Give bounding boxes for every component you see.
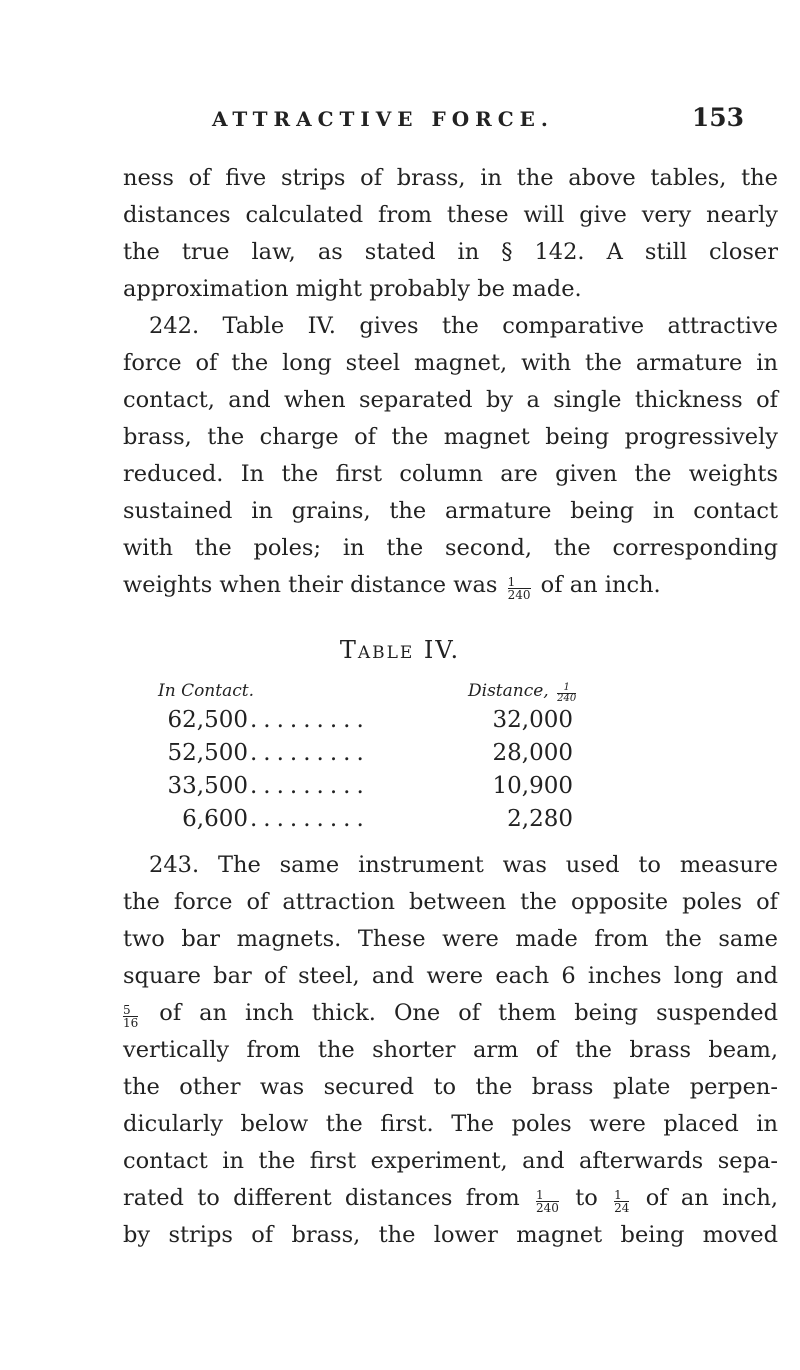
leader-dots: ......... bbox=[250, 806, 370, 832]
text-line: contact, and when separated by a single thickness of bbox=[123, 387, 778, 413]
text-line bbox=[123, 995, 778, 1032]
table-row bbox=[0, 773, 800, 806]
text-line: contact in the first experiment, and afterwards sepa- bbox=[123, 1148, 778, 1174]
leader-dots: ......... bbox=[250, 740, 370, 766]
leader-dots: ......... bbox=[250, 707, 370, 733]
column-header-distance bbox=[468, 681, 579, 704]
text-line: the other was secured to the brass plate perpen- bbox=[123, 1074, 778, 1100]
column-header-text: Distance, bbox=[468, 681, 549, 701]
cell-distance: 10,900 bbox=[492, 773, 573, 799]
running-title: ATTRACTIVE FORCE. bbox=[212, 107, 554, 131]
cell-contact: 52,500 bbox=[167, 740, 248, 766]
fraction-numerator: 5 bbox=[123, 1004, 138, 1017]
text-line: with the poles; in the second, the corresponding bbox=[123, 535, 778, 561]
body-text-bottom bbox=[123, 847, 778, 1254]
table-row bbox=[0, 806, 800, 839]
text-line: distances calculated from these will give very nearly bbox=[123, 202, 778, 228]
text-line: force of the long steel magnet, with the armature in bbox=[123, 350, 778, 376]
fraction bbox=[508, 576, 531, 601]
fraction-denominator: 240 bbox=[557, 693, 577, 704]
cell-distance: 2,280 bbox=[507, 806, 573, 832]
text-line bbox=[123, 567, 778, 604]
text-line: sustained in grains, the armature being in contact bbox=[123, 498, 778, 524]
text-fragment: rated to different distances from bbox=[123, 1185, 520, 1211]
text-line: the force of attraction between the opposite poles of bbox=[123, 889, 778, 915]
text-fragment: of an inch thick. One of them being suspended bbox=[159, 1000, 778, 1026]
text-line: reduced. In the first column are given the weights bbox=[123, 461, 778, 487]
text-line: 242. Table IV. gives the comparative attractive bbox=[149, 313, 778, 339]
text-fragment: of an inch, bbox=[645, 1185, 779, 1211]
page-header bbox=[0, 103, 800, 143]
cell-contact: 62,500 bbox=[167, 707, 248, 733]
text-line: the true law, as stated in § 142. A still closer bbox=[123, 239, 778, 265]
cell-contact: 6,600 bbox=[182, 806, 248, 832]
text-line bbox=[123, 1180, 778, 1217]
fraction-denominator: 16 bbox=[123, 1016, 139, 1030]
fraction bbox=[557, 683, 576, 704]
fraction bbox=[123, 1004, 138, 1029]
table-row bbox=[0, 740, 800, 773]
text-fragment: to bbox=[575, 1185, 598, 1211]
table-row bbox=[0, 707, 800, 740]
fraction-numerator: 1 bbox=[536, 1189, 559, 1202]
cell-distance: 32,000 bbox=[492, 707, 573, 733]
fraction bbox=[614, 1189, 629, 1214]
text-line: ness of five strips of brass, in the above tables, the bbox=[123, 165, 778, 191]
body-text-top bbox=[123, 160, 778, 604]
text-line: by strips of brass, the lower magnet being moved bbox=[123, 1222, 778, 1248]
fraction-denominator: 240 bbox=[536, 1201, 559, 1215]
text-line: brass, the charge of the magnet being progressively bbox=[123, 424, 778, 450]
column-header-contact: In Contact. bbox=[158, 681, 254, 701]
text-line: two bar magnets. These were made from the same bbox=[123, 926, 778, 952]
fraction-numerator: 1 bbox=[557, 683, 576, 694]
fraction-numerator: 1 bbox=[614, 1189, 629, 1202]
fraction bbox=[536, 1189, 559, 1214]
data-table bbox=[0, 707, 800, 839]
cell-contact: 33,500 bbox=[167, 773, 248, 799]
cell-distance: 28,000 bbox=[492, 740, 573, 766]
fraction-numerator: 1 bbox=[508, 576, 531, 589]
table-title: Table IV. bbox=[339, 636, 461, 664]
text-fragment: weights when their distance was bbox=[123, 572, 498, 598]
text-line: approximation might probably be made. bbox=[123, 276, 582, 302]
page-number: 153 bbox=[691, 103, 744, 132]
fraction-denominator: 24 bbox=[614, 1201, 630, 1215]
leader-dots: ......... bbox=[250, 773, 370, 799]
text-line: dicularly below the first. The poles were placed in bbox=[123, 1111, 778, 1137]
text-fragment: of an inch. bbox=[540, 572, 661, 598]
text-line: square bar of steel, and were each 6 inches long and bbox=[123, 963, 778, 989]
fraction-denominator: 240 bbox=[507, 588, 531, 602]
text-line: vertically from the shorter arm of the brass beam, bbox=[123, 1037, 778, 1063]
text-line: 243. The same instrument was used to measure bbox=[149, 852, 778, 878]
